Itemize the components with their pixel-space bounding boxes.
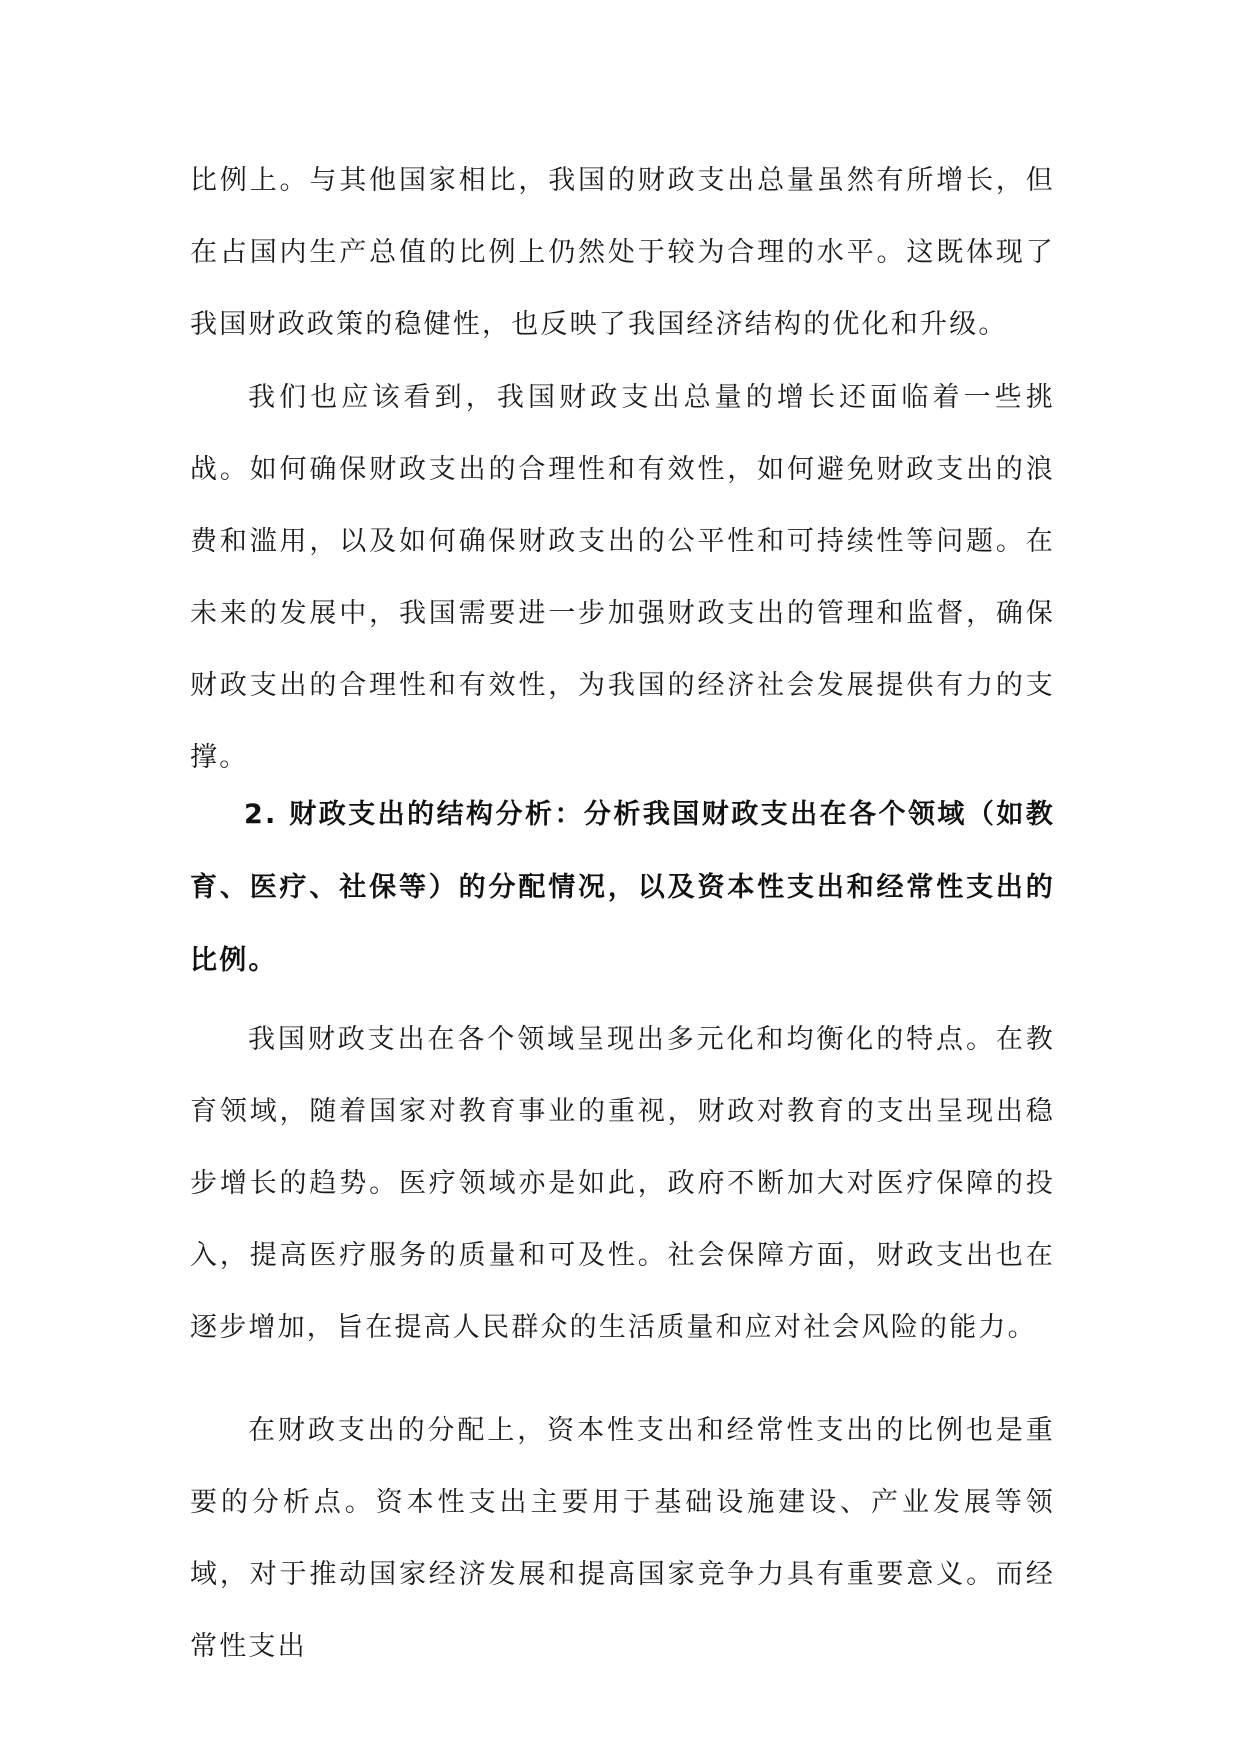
paragraph-sectors: 我国财政支出在各个领域呈现出多元化和均衡化的特点。在教育领域，随着国家对教育事业的重视，财政对教育的支出呈现出稳步增长的趋势。医疗领域亦是如此，政府不断加大对医疗保障的投入，提高医疗服务的质量和可及性。社会保障方面，财政支出也在逐步增加，旨在提高人民群众的生活质量和应对社会风险的能力。 (190, 1024, 1055, 1343)
paragraph-block-2 (190, 362, 1055, 794)
paragraph-block-1 (190, 145, 1055, 361)
paragraph-block-3 (190, 1004, 1055, 1364)
paragraph-challenges: 我们也应该看到，我国财政支出总量的增长还面临着一些挑战。如何确保财政支出的合理性和有效性，如何避免财政支出的浪费和滥用，以及如何确保财政支出的公平性和可持续性等问题。在未来的发展中，我国需要进一步加强财政支出的管理和监督，确保财政支出的合理性和有效性，为我国的经济社会发展提供有力的支撑。 (190, 382, 1055, 773)
paragraph-block-4 (190, 1395, 1055, 1683)
paragraph-capital-vs-current: 在财政支出的分配上，资本性支出和经常性支出的比例也是重要的分析点。资本性支出主要用于基础设施建设、产业发展等领域，对于推动国家经济发展和提高国家竞争力具有重要意义。而经常性支出 (190, 1415, 1055, 1662)
section-heading-block (190, 778, 1055, 997)
section-heading: 2. 财政支出的结构分析：分析我国财政支出在各个领域（如教育、医疗、社保等）的分配情况，以及资本性支出和经常性支出的比例。 (190, 799, 1055, 976)
paragraph-continuation: 比例上。与其他国家相比，我国的财政支出总量虽然有所增长，但在占国内生产总值的比例上仍然处于较为合理的水平。这既体现了我国财政政策的稳健性，也反映了我国经济结构的优化和升级。 (190, 165, 1055, 340)
